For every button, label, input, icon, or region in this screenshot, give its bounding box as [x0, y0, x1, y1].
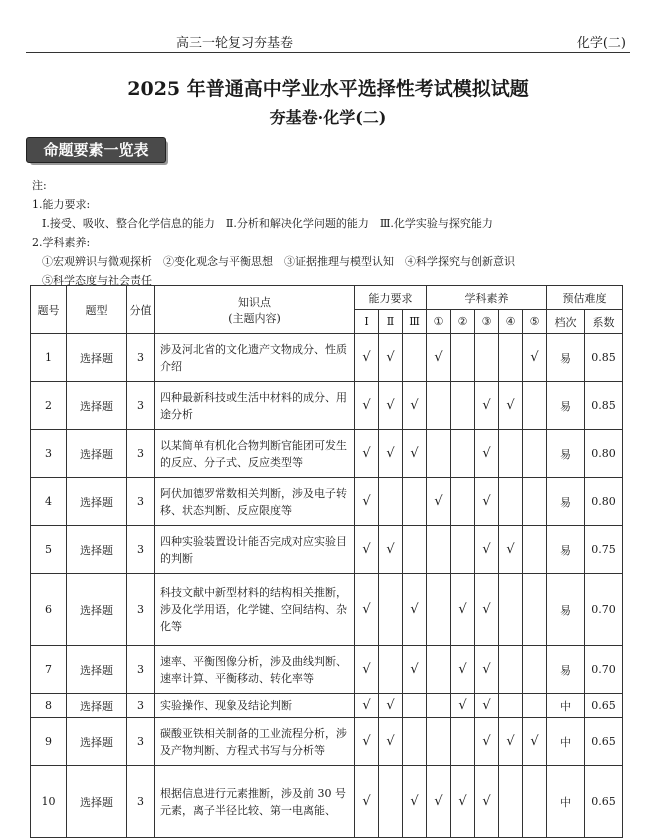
row-score: 3: [127, 526, 155, 574]
ability-1-cell: √: [355, 574, 379, 646]
row-score: 3: [127, 478, 155, 526]
literacy-4-cell: [499, 430, 523, 478]
table-row: [31, 574, 623, 646]
literacy-1-cell: √: [427, 766, 451, 838]
notes-label: 注:: [32, 179, 47, 192]
literacy-4-cell: [499, 766, 523, 838]
row-num: 9: [31, 718, 67, 766]
header-score: 分值: [127, 286, 155, 334]
row-grade: 中: [547, 694, 585, 718]
literacy-4-cell: √: [499, 382, 523, 430]
header-l2: ②: [451, 310, 475, 334]
header-l5: ⑤: [523, 310, 547, 334]
row-coef: 0.80: [585, 430, 623, 478]
literacy-5-cell: [523, 382, 547, 430]
literacy-5-cell: [523, 574, 547, 646]
notes: [32, 176, 515, 290]
ability-1-cell: √: [355, 718, 379, 766]
ability-3-cell: √: [403, 766, 427, 838]
row-topic: 速率、平衡图像分析，涉及曲线判断、速率计算、平衡移动、转化率等: [155, 646, 355, 694]
row-type: 选择题: [67, 718, 127, 766]
header-difficulty: 预估难度: [547, 286, 623, 310]
literacy-4-cell: [499, 574, 523, 646]
ability-2-cell: [379, 766, 403, 838]
row-topic: 涉及河北省的文化遗产文物成分、性质介绍: [155, 334, 355, 382]
ability-3-cell: [403, 694, 427, 718]
header-type: 题型: [67, 286, 127, 334]
ability-2-cell: √: [379, 334, 403, 382]
ability-2-cell: [379, 574, 403, 646]
ability-3-cell: [403, 334, 427, 382]
ability-2-cell: √: [379, 430, 403, 478]
ability-1-cell: √: [355, 526, 379, 574]
literacy-4-cell: [499, 334, 523, 382]
row-num: 8: [31, 694, 67, 718]
row-type: 选择题: [67, 478, 127, 526]
row-coef: 0.65: [585, 694, 623, 718]
literacy-line-2: ⑤科学态度与社会责任: [42, 274, 152, 287]
row-topic: 以某简单有机化合物判断官能团可发生的反应、分子式、反应类型等: [155, 430, 355, 478]
literacy-1-cell: [427, 526, 451, 574]
header-coef: 系数: [585, 310, 623, 334]
row-topic: 实验操作、现象及结论判断: [155, 694, 355, 718]
banner-label: 命题要素一览表: [26, 137, 166, 163]
table-row: [31, 646, 623, 694]
header-topic-sub: (主题内容): [228, 311, 281, 325]
header-a3: Ⅲ: [403, 310, 427, 334]
header-topic: [155, 286, 355, 334]
header-series: 高三一轮复习夯基卷: [176, 36, 294, 51]
literacy-2-cell: [451, 334, 475, 382]
row-coef: 0.65: [585, 718, 623, 766]
row-type: 选择题: [67, 430, 127, 478]
table-row: [31, 526, 623, 574]
ability-2-cell: √: [379, 382, 403, 430]
ability-2-cell: [379, 478, 403, 526]
literacy-5-cell: [523, 766, 547, 838]
row-num: 10: [31, 766, 67, 838]
header-l3: ③: [475, 310, 499, 334]
page-subtitle: 夯基卷·化学(二): [269, 108, 387, 127]
literacy-2-cell: [451, 526, 475, 574]
literacy-5-cell: [523, 694, 547, 718]
header-subject: 化学(二): [576, 36, 626, 51]
literacy-3-cell: [475, 334, 499, 382]
ability-1-cell: √: [355, 694, 379, 718]
ability-line: Ⅰ.接受、吸收、整合化学信息的能力 Ⅱ.分析和解决化学问题的能力 Ⅲ.化学实验与探究能力: [42, 217, 493, 230]
row-type: 选择题: [67, 646, 127, 694]
literacy-1-cell: [427, 574, 451, 646]
row-coef: 0.70: [585, 646, 623, 694]
row-score: 3: [127, 574, 155, 646]
ability-3-cell: √: [403, 430, 427, 478]
ability-title: 1.能力要求:: [32, 198, 91, 211]
literacy-5-cell: [523, 430, 547, 478]
ability-3-cell: [403, 526, 427, 574]
literacy-1-cell: [427, 430, 451, 478]
header-topic-main: 知识点: [238, 295, 271, 309]
ability-1-cell: √: [355, 766, 379, 838]
row-score: 3: [127, 718, 155, 766]
literacy-3-cell: √: [475, 430, 499, 478]
row-grade: 易: [547, 646, 585, 694]
section-banner: [24, 135, 174, 169]
row-num: 6: [31, 574, 67, 646]
ability-3-cell: √: [403, 646, 427, 694]
row-coef: 0.65: [585, 766, 623, 838]
row-grade: 易: [547, 574, 585, 646]
row-grade: 中: [547, 718, 585, 766]
literacy-5-cell: [523, 526, 547, 574]
row-topic: 四种最新科技或生活中材料的成分、用途分析: [155, 382, 355, 430]
ability-2-cell: √: [379, 718, 403, 766]
row-coef: 0.85: [585, 382, 623, 430]
literacy-3-cell: √: [475, 382, 499, 430]
row-grade: 易: [547, 382, 585, 430]
literacy-4-cell: √: [499, 526, 523, 574]
table-row: [31, 718, 623, 766]
literacy-3-cell: √: [475, 718, 499, 766]
row-num: 2: [31, 382, 67, 430]
row-score: 3: [127, 334, 155, 382]
ability-3-cell: √: [403, 382, 427, 430]
row-type: 选择题: [67, 526, 127, 574]
ability-1-cell: √: [355, 478, 379, 526]
table-body: [31, 334, 623, 838]
row-grade: 中: [547, 766, 585, 838]
table-row: [31, 478, 623, 526]
row-grade: 易: [547, 526, 585, 574]
row-num: 1: [31, 334, 67, 382]
row-score: 3: [127, 766, 155, 838]
literacy-1-cell: [427, 382, 451, 430]
row-type: 选择题: [67, 574, 127, 646]
literacy-3-cell: √: [475, 574, 499, 646]
row-topic: 根据信息进行元素推断，涉及前 30 号元素，离子半径比较、第一电离能、: [155, 766, 355, 838]
row-score: 3: [127, 430, 155, 478]
row-type: 选择题: [67, 334, 127, 382]
table-row: [31, 334, 623, 382]
row-num: 5: [31, 526, 67, 574]
literacy-3-cell: √: [475, 526, 499, 574]
literacy-5-cell: [523, 646, 547, 694]
header-grade: 档次: [547, 310, 585, 334]
literacy-1-cell: [427, 694, 451, 718]
ability-3-cell: [403, 718, 427, 766]
literacy-5-cell: √: [523, 718, 547, 766]
row-num: 4: [31, 478, 67, 526]
row-grade: 易: [547, 478, 585, 526]
ability-1-cell: √: [355, 646, 379, 694]
row-grade: 易: [547, 334, 585, 382]
row-score: 3: [127, 382, 155, 430]
literacy-3-cell: √: [475, 646, 499, 694]
literacy-2-cell: [451, 718, 475, 766]
table-row: [31, 694, 623, 718]
literacy-1-cell: [427, 718, 451, 766]
literacy-2-cell: [451, 382, 475, 430]
ability-2-cell: √: [379, 694, 403, 718]
row-score: 3: [127, 646, 155, 694]
literacy-5-cell: [523, 478, 547, 526]
row-grade: 易: [547, 430, 585, 478]
literacy-4-cell: [499, 694, 523, 718]
literacy-line-1: ①宏观辨识与微观探析 ②变化观念与平衡思想 ③证据推理与模型认知 ④科学探究与创新意识: [42, 255, 515, 268]
ability-3-cell: [403, 478, 427, 526]
table-row: [31, 430, 623, 478]
literacy-1-cell: [427, 646, 451, 694]
page-title: 2025 年普通高中学业水平选择性考试模拟试题: [127, 78, 529, 100]
literacy-2-cell: [451, 430, 475, 478]
table-row: [31, 382, 623, 430]
header-l4: ④: [499, 310, 523, 334]
literacy-2-cell: √: [451, 694, 475, 718]
literacy-2-cell: √: [451, 766, 475, 838]
row-topic: 科技文献中新型材料的结构相关推断，涉及化学用语，化学键、空间结构、杂化等: [155, 574, 355, 646]
ability-3-cell: √: [403, 574, 427, 646]
header-l1: ①: [427, 310, 451, 334]
literacy-1-cell: √: [427, 478, 451, 526]
ability-2-cell: [379, 646, 403, 694]
ability-1-cell: √: [355, 382, 379, 430]
literacy-2-cell: √: [451, 574, 475, 646]
row-type: 选择题: [67, 694, 127, 718]
ability-1-cell: √: [355, 334, 379, 382]
ability-2-cell: √: [379, 526, 403, 574]
literacy-5-cell: √: [523, 334, 547, 382]
literacy-3-cell: √: [475, 766, 499, 838]
row-coef: 0.70: [585, 574, 623, 646]
literacy-4-cell: [499, 478, 523, 526]
literacy-3-cell: √: [475, 694, 499, 718]
literacy-1-cell: √: [427, 334, 451, 382]
page-header: [26, 30, 630, 53]
row-topic: 碳酸亚铁相关制备的工业流程分析，涉及产物判断、方程式书写与分析等: [155, 718, 355, 766]
row-num: 7: [31, 646, 67, 694]
ability-1-cell: √: [355, 430, 379, 478]
element-table: [30, 285, 623, 838]
header-literacy: 学科素养: [427, 286, 547, 310]
literacy-3-cell: √: [475, 478, 499, 526]
row-coef: 0.85: [585, 334, 623, 382]
row-coef: 0.80: [585, 478, 623, 526]
header-num: 题号: [31, 286, 67, 334]
literacy-4-cell: [499, 646, 523, 694]
header-a1: Ⅰ: [355, 310, 379, 334]
literacy-4-cell: √: [499, 718, 523, 766]
row-score: 3: [127, 694, 155, 718]
row-topic: 阿伏加德罗常数相关判断，涉及电子转移、状态判断、反应限度等: [155, 478, 355, 526]
row-type: 选择题: [67, 766, 127, 838]
row-num: 3: [31, 430, 67, 478]
row-coef: 0.75: [585, 526, 623, 574]
header-a2: Ⅱ: [379, 310, 403, 334]
row-topic: 四种实验装置设计能否完成对应实验目的判断: [155, 526, 355, 574]
header-ability: 能力要求: [355, 286, 427, 310]
literacy-2-cell: [451, 478, 475, 526]
table-row: [31, 766, 623, 838]
literacy-2-cell: √: [451, 646, 475, 694]
row-type: 选择题: [67, 382, 127, 430]
literacy-title: 2.学科素养:: [32, 236, 91, 249]
